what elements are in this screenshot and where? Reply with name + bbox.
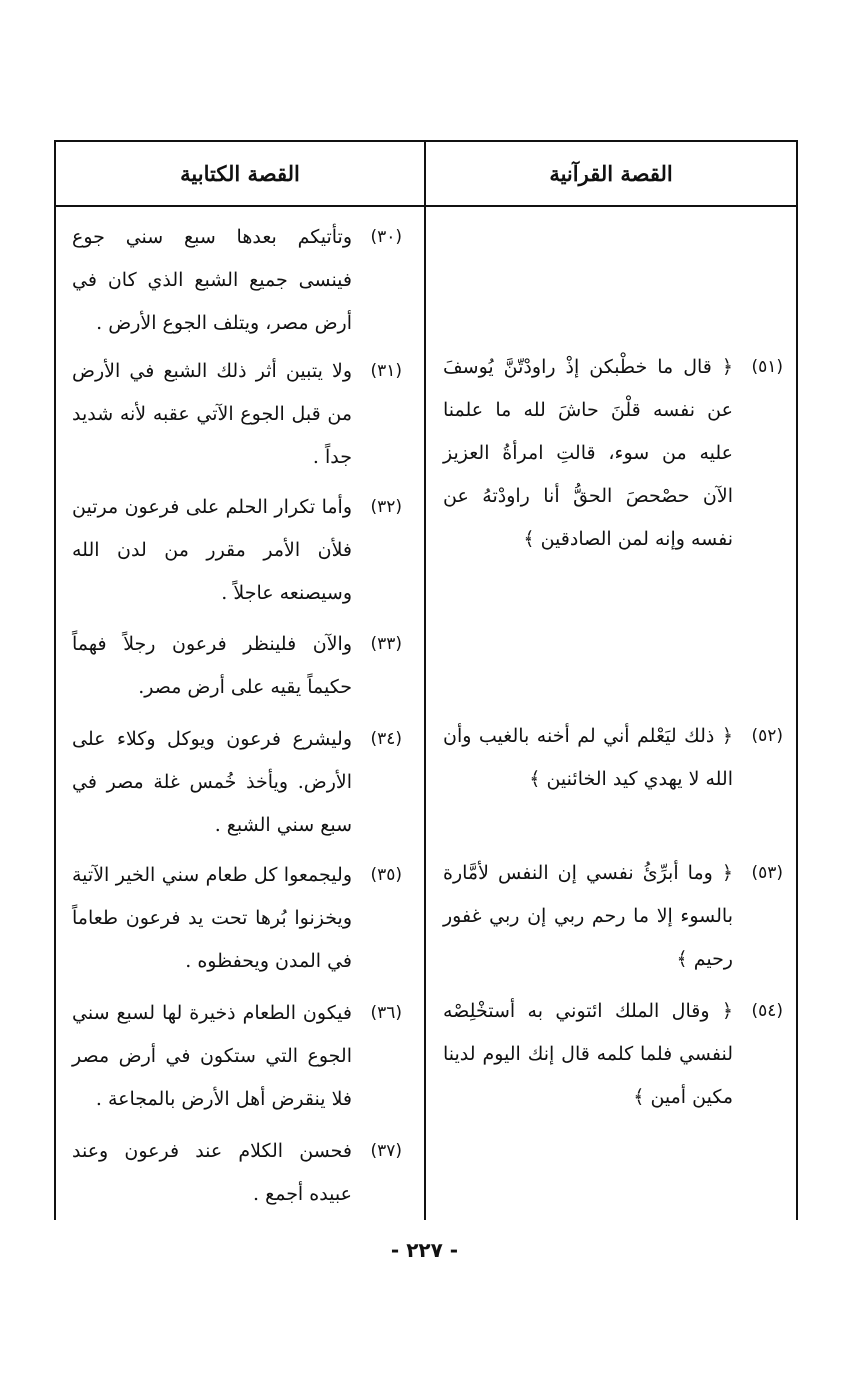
table-header-divider — [54, 205, 798, 207]
entry-text: ولا يتبين أثر ذلك الشبع في الأرض من قبل الجوع الآتي عقبه لأنه شديد جداً . — [72, 360, 352, 468]
entry-number: (٣٧) — [370, 1141, 402, 1161]
biblical-entry-36 — [34, 992, 402, 1122]
entry-text: والآن فلينظر فرعون رجلاً فهماً حكيماً يقيه على أرض مصر. — [72, 633, 352, 698]
table-right-border — [796, 140, 798, 1220]
entry-number: (٥٣) — [751, 863, 783, 883]
entry-text: وليجمعوا كل طعام سني الخير الآتية ويخزنوا بُرها تحت يد فرعون طعاماً في المدن ويحفظوه . — [72, 864, 352, 972]
entry-text: ﴿ قال ما خطْبكن إذْ راودْتّنَّ يُوسفَ عن نفسه قلْنَ حاشَ لله ما علمنا عليه من سوء، قالتِ امرأةُ العزيز الآن حصْحصَ الحقُّ أنا راودْتهُ عن نفسه وإنه لمن الصادقين ﴾ — [443, 356, 733, 550]
page-number: - ٢٢٧ - — [390, 1238, 459, 1262]
biblical-entry-30 — [34, 216, 402, 346]
entry-text: ﴿ وقال الملك ائتوني به أستخْلِصْه لنفسي فلما كلمه قال إنك اليوم لدينا مكين أمين ﴾ — [443, 1000, 733, 1108]
entry-number: (٣٢) — [370, 497, 402, 517]
entry-number: (٥٤) — [751, 1001, 783, 1021]
entry-number: (٣٤) — [370, 729, 402, 749]
entry-text: فحسن الكلام عند فرعون وعند عبيده أجمع . — [72, 1140, 352, 1205]
entry-number: (٥١) — [751, 357, 783, 377]
entry-text: ﴿ وما أبرِّئُ نفسي إن النفس لأمَّارة بالسوء إلا ما رحم ربي إن ربي غفور رحيم ﴾ — [443, 862, 733, 970]
entry-text: فيكون الطعام ذخيرة لها لسبع سني الجوع التي ستكون في أرض مصر فلا ينقرض أهل الأرض بالمجاعة . — [72, 1002, 352, 1110]
entry-number: (٣٦) — [370, 1003, 402, 1023]
entry-number: (٣٥) — [370, 865, 402, 885]
biblical-entry-31 — [34, 350, 402, 480]
entry-text: وأما تكرار الحلم على فرعون مرتين فلأن الأمر مقرر من لدن الله وسيصنعه عاجلاً . — [72, 496, 352, 604]
header-biblical-story: القصة الكتابية — [180, 161, 300, 186]
biblical-entry-32 — [34, 486, 402, 616]
entry-number: (٣٣) — [370, 634, 402, 654]
quranic-entry-52 — [423, 715, 783, 803]
entry-number: (٣٠) — [370, 227, 402, 247]
biblical-entry-33 — [34, 623, 402, 711]
entry-number: (٣١) — [370, 361, 402, 381]
header-quranic-story: القصة القرآنية — [549, 161, 673, 186]
entry-number: (٥٢) — [751, 726, 783, 746]
biblical-entry-37 — [34, 1130, 402, 1218]
entry-text: وليشرع فرعون ويوكل وكلاء على الأرض. ويأخذ خُمس غلة مصر في سبع سني الشبع . — [72, 728, 352, 836]
quranic-entry-54 — [423, 990, 783, 1120]
biblical-entry-34 — [34, 718, 402, 848]
entry-text: ﴿ ذلك ليَعْلم أني لم أخنه بالغيب وأن الله لا يهدي كيد الخائنين ﴾ — [443, 725, 733, 790]
entry-text: وتأتيكم بعدها سبع سني جوع فينسى جميع الشبع الذي كان في أرض مصر، ويتلف الجوع الأرض . — [72, 226, 352, 334]
biblical-entry-35 — [34, 854, 402, 984]
quranic-entry-53 — [423, 852, 783, 982]
quranic-entry-51 — [423, 346, 783, 566]
